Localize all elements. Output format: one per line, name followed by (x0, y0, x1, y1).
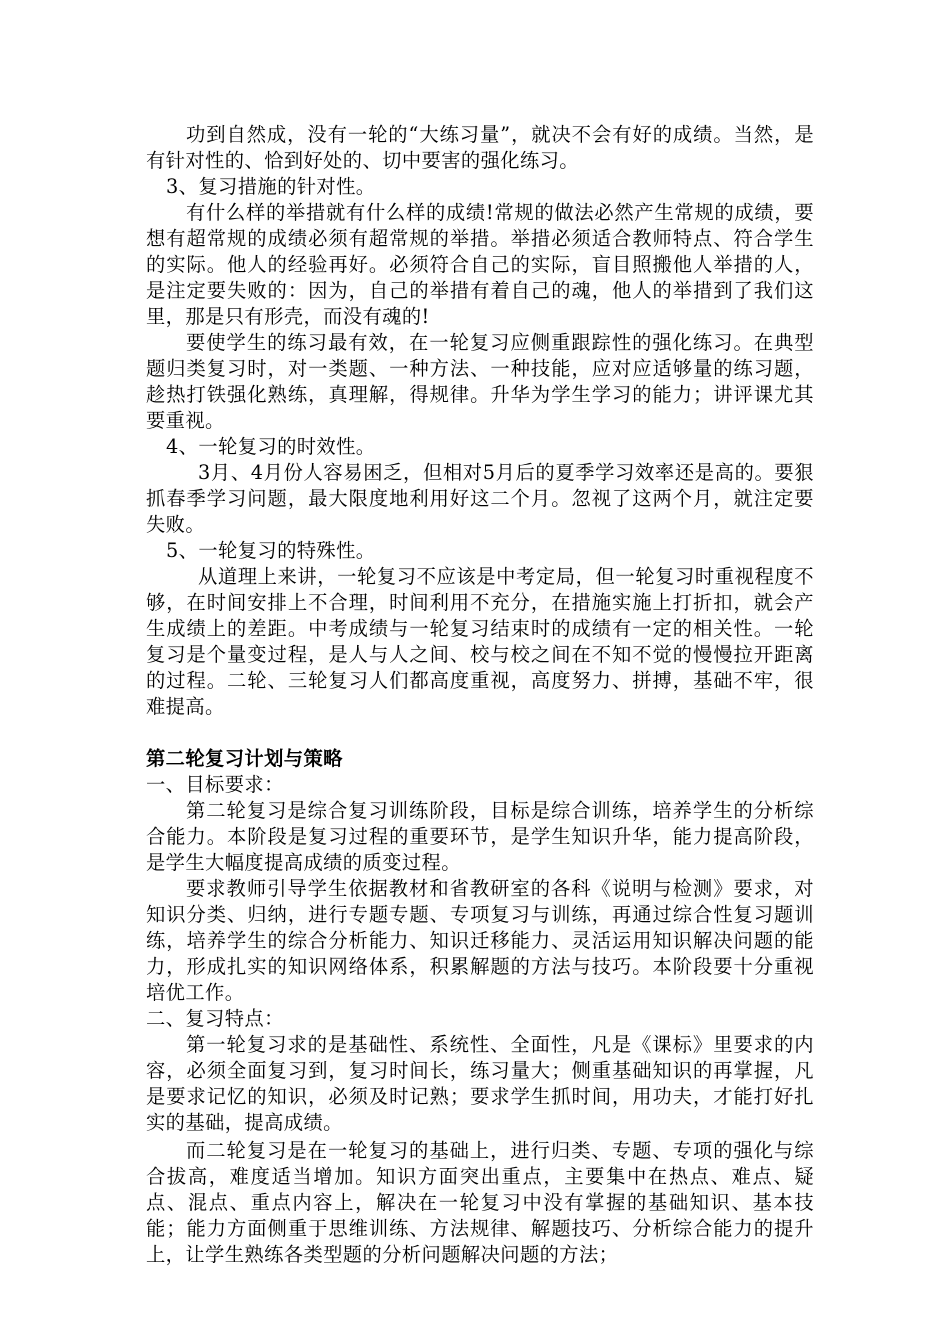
paragraph: 有什么样的举措就有什么样的成绩!常规的做法必然产生常规的成绩，要想有超常规的成绩必须有超常规的举措。举措必须适合教师特点、符合学生的实际。他人的经验再好。必须符合自己的实际，盲目照搬他人举措的人，是注定要失败的：因为，自己的举措有着自己的魂，他人的举措到了我们这里，那是只有形壳，而没有魂的! (146, 201, 814, 328)
paragraph: 功到自然成，没有一轮的“大练习量”，就决不会有好的成绩。当然，是有针对性的、恰到好处的、切中要害的强化练习。 (146, 123, 814, 172)
paragraph: 从道理上来讲，一轮复习不应该是中考定局，但一轮复习时重视程度不够，在时间安排上不合理，时间利用不充分，在措施实施上打折扣，就会产生成绩上的差距。中考成绩与一轮复习结束时的成绩有一定的相关性。一轮复习是个量变过程，是人与人之间、校与校之间在不知不觉的慢慢拉开距离的过程。二轮、三轮复习人们都高度重视，高度努力、拼搏，基础不牢，很难提高。 (146, 565, 814, 718)
paragraph: 第二轮复习是综合复习训练阶段，目标是综合训练，培养学生的分析综合能力。本阶段是复习过程的重要环节，是学生知识升华，能力提高阶段，是学生大幅度提高成绩的质变过程。 (146, 799, 814, 874)
paragraph: 要求教师引导学生依据教材和省教研室的各科《说明与检测》要求，对知识分类、归纳，进行专题专题、专项复习与训练，再通过综合性复习题训练，培养学生的综合分析能力、知识迁移能力、灵活运用知识解决问题的能力，形成扎实的知识网络体系，积累解题的方法与技巧。本阶段要十分重视培优工作。 (146, 877, 814, 1004)
document-body (146, 122, 814, 1268)
subsection-heading: 二、复习特点： (146, 1007, 284, 1030)
section-item-heading: 4、一轮复习的时效性。 (166, 435, 376, 458)
paragraph: 而二轮复习是在一轮复习的基础上，进行归类、专题、专项的强化与综合拔高，难度适当增加。知识方面突出重点，主要集中在热点、难点、疑点、混点、重点内容上，解决在一轮复习中没有掌握的基础知识、基本技能；能力方面侧重于思维训练、方法规律、解题技巧、分析综合能力的提升上，让学生熟练各类型题的分析问题解决问题的方法； (146, 1139, 814, 1266)
section-title: 第二轮复习计划与策略 (146, 747, 343, 770)
section-item-heading: 5、一轮复习的特殊性。 (166, 539, 376, 562)
section-item-heading: 3、复习措施的针对性。 (166, 175, 376, 198)
paragraph: 要使学生的练习最有效，在一轮复习应侧重跟踪性的强化练习。在典型题归类复习时，对一类题、一种方法、一种技能，应对应适够量的练习题，趁热打铁强化熟练，真理解，得规律。升华为学生学习的能力；讲评课尤其要重视。 (146, 331, 814, 432)
subsection-heading: 一、目标要求： (146, 773, 284, 796)
paragraph: 3月、4月份人容易困乏，但相对5月后的夏季学习效率还是高的。要狠抓春季学习问题，最大限度地利用好这二个月。忽视了这两个月，就注定要失败。 (146, 461, 814, 536)
paragraph: 第一轮复习求的是基础性、系统性、全面性，凡是《课标》里要求的内容，必须全面复习到，复习时间长，练习量大；侧重基础知识的再掌握，凡是要求记忆的知识，必须及时记熟；要求学生抓时间，用功夫，才能打好扎实的基础，提高成绩。 (146, 1033, 814, 1134)
